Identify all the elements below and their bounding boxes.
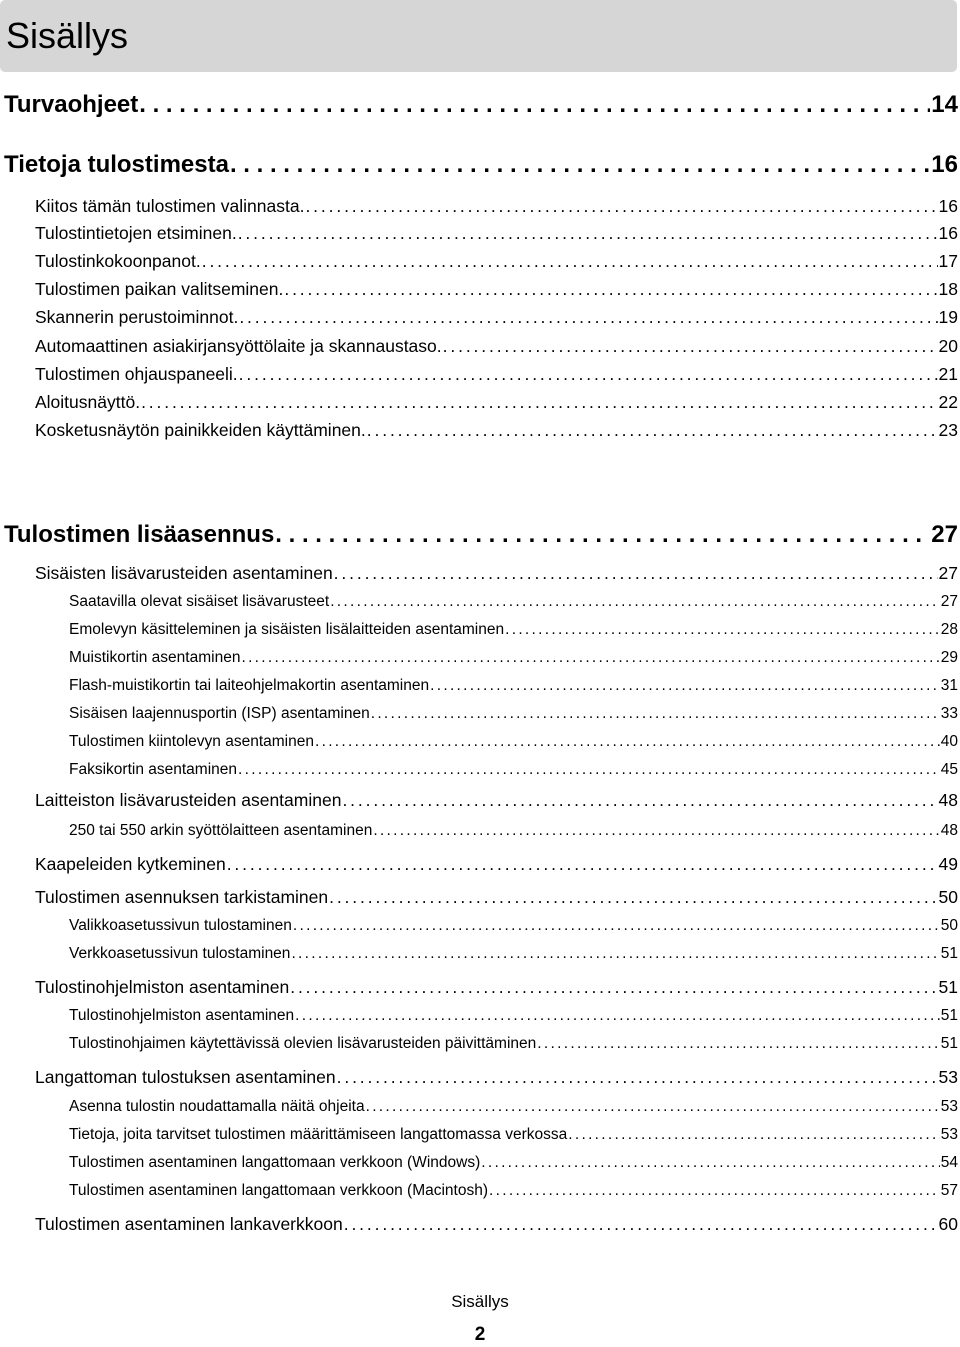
toc-entry-page-number: 28: [940, 621, 958, 638]
toc-entry-label: Kaapeleiden kytkeminen: [35, 854, 226, 874]
toc-dot-leader: [290, 975, 937, 999]
toc-entry-label: Tulostinkokoonpanot.: [35, 251, 201, 271]
toc-section[interactable]: [35, 390, 958, 414]
toc-entry-page-number: 27: [931, 521, 958, 548]
toc-entry-label: Faksikortin asentaminen: [69, 761, 237, 778]
toc-section[interactable]: [35, 975, 958, 999]
toc-entry-label: Asenna tulostin noudattamalla näitä ohjeita: [69, 1098, 365, 1115]
toc-entry-label: Tulostimen asennuksen tarkistaminen: [35, 887, 329, 907]
toc-entry-label: Aloitusnäyttö.: [35, 392, 141, 412]
toc-entry-label: Emolevyn käsitteleminen ja sisäisten lisälaitteiden asentaminen: [69, 621, 505, 638]
toc-section[interactable]: [35, 194, 958, 218]
footer-page-number: 2: [474, 1324, 486, 1345]
toc-section[interactable]: [35, 561, 958, 585]
toc-subsection[interactable]: [69, 820, 958, 842]
toc-dot-leader: [481, 1152, 940, 1174]
toc-entry-label: Muistikortin asentaminen: [69, 649, 241, 666]
toc-dot-leader: [505, 619, 940, 641]
toc-dot-leader: [141, 390, 937, 414]
toc-subsection[interactable]: [69, 731, 958, 753]
toc-entry-page-number: 18: [938, 279, 958, 299]
toc-dot-leader: [315, 731, 940, 753]
toc-entry-page-number: 27: [938, 563, 958, 583]
toc-subsection[interactable]: [69, 675, 958, 697]
toc-dot-leader: [230, 150, 930, 180]
toc-dot-leader: [330, 591, 940, 613]
toc-subsection[interactable]: [69, 1005, 958, 1027]
toc-dot-leader: [275, 520, 930, 550]
toc-dot-leader: [295, 1005, 940, 1027]
page-title: Sisällys: [6, 15, 129, 56]
toc-entry-page-number: 48: [940, 822, 958, 839]
toc-entry-label: Automaattinen asiakirjansyöttölaite ja skannaustaso.: [35, 336, 442, 356]
toc-entry-label: Tulostimen ohjauspaneeli.: [35, 364, 238, 384]
toc-entry-page-number: 51: [940, 945, 958, 962]
toc-entry-page-number: 50: [940, 917, 958, 934]
toc-entry-label: Saatavilla olevat sisäiset lisävarusteet: [69, 593, 330, 610]
toc-entry-page-number: 19: [938, 307, 958, 327]
toc-entry-label: Laitteiston lisävarusteiden asentaminen: [35, 790, 342, 810]
toc-section[interactable]: [35, 1065, 958, 1089]
toc-entry-label: Kosketusnäytön painikkeiden käyttäminen.: [35, 420, 366, 440]
toc-entry-page-number: 51: [938, 977, 958, 997]
toc-entry-page-number: 16: [938, 196, 958, 216]
toc-dot-leader: [537, 1033, 939, 1055]
toc-section[interactable]: [35, 305, 958, 329]
footer-section-label: Sisällys: [451, 1292, 509, 1311]
toc-dot-leader: [337, 1065, 938, 1089]
toc-entry-page-number: 16: [931, 151, 958, 178]
toc-entry-label: Tulostimen lisäasennus: [4, 521, 275, 548]
toc-entry-label: Verkkoasetussivun tulostaminen: [69, 945, 291, 962]
toc-entry-page-number: 14: [931, 91, 958, 118]
toc-chapter[interactable]: [4, 150, 958, 180]
toc-entry-page-number: 17: [938, 251, 958, 271]
toc-subsection[interactable]: [69, 759, 958, 781]
toc-subsection[interactable]: [69, 647, 958, 669]
toc-entry-page-number: 40: [940, 733, 958, 750]
toc-entry-page-number: 20: [938, 336, 958, 356]
toc-entry-page-number: 51: [940, 1007, 958, 1024]
toc-entry-label: Sisäisen laajennusportin (ISP) asentaminen: [69, 705, 370, 722]
toc-dot-leader: [238, 759, 940, 781]
toc-dot-leader: [291, 943, 939, 965]
toc-section[interactable]: [35, 249, 958, 273]
toc-dot-leader: [305, 194, 937, 218]
toc-dot-leader: [284, 277, 937, 301]
toc-entry-label: Tulostimen asentaminen langattomaan verkkoon (Windows): [69, 1154, 481, 1171]
toc-dot-leader: [139, 90, 930, 120]
toc-dot-leader: [568, 1124, 940, 1146]
toc-entry-label: Tulostinohjelmiston asentaminen: [35, 977, 290, 997]
toc-chapter[interactable]: [4, 520, 958, 550]
toc-subsection[interactable]: [69, 703, 958, 725]
toc-section[interactable]: [35, 885, 958, 909]
toc-subsection[interactable]: [69, 1033, 958, 1055]
toc-entry-page-number: 31: [940, 677, 958, 694]
toc-entry-page-number: 60: [938, 1214, 958, 1234]
toc-entry-label: Tulostimen paikan valitseminen.: [35, 279, 284, 299]
toc-entry-page-number: 53: [938, 1067, 958, 1087]
toc-entry-label: Skannerin perustoiminnot.: [35, 307, 239, 327]
toc-section[interactable]: [35, 788, 958, 812]
toc-dot-leader: [238, 221, 938, 245]
toc-dot-leader: [329, 885, 937, 909]
toc-dot-leader: [293, 915, 940, 937]
toc-section[interactable]: [35, 362, 958, 386]
toc-entry-label: Tulostimen asentaminen langattomaan verkkoon (Macintosh): [69, 1182, 488, 1199]
toc-dot-leader: [241, 647, 939, 669]
toc-entry-page-number: 50: [938, 887, 958, 907]
toc-dot-leader: [489, 1180, 940, 1202]
toc-entry-page-number: 48: [938, 790, 958, 810]
toc-dot-leader: [366, 1096, 940, 1118]
toc-section[interactable]: [35, 277, 958, 301]
toc-dot-leader: [342, 788, 937, 812]
toc-entry-page-number: 54: [940, 1154, 958, 1171]
toc-dot-leader: [373, 820, 939, 842]
toc-entry-page-number: 16: [938, 223, 958, 243]
toc-dot-leader: [239, 305, 937, 329]
toc-dot-leader: [202, 249, 938, 273]
toc-dot-leader: [334, 561, 938, 585]
toc-entry-label: Tulostintietojen etsiminen.: [35, 223, 237, 243]
toc-entry-label: Tulostinohjaimen käytettävissä olevien lisävarusteiden päivittäminen: [69, 1035, 537, 1052]
toc-entry-label: Valikkoasetussivun tulostaminen: [69, 917, 292, 934]
toc-entry-label: Tulostimen kiintolevyn asentaminen: [69, 733, 314, 750]
toc-dot-leader: [430, 675, 940, 697]
toc-entry-label: Tulostimen asentaminen lankaverkkoon: [35, 1214, 343, 1234]
toc-entry-page-number: 21: [938, 364, 958, 384]
title-bar: [0, 0, 957, 72]
toc-entry-label: Tietoja tulostimesta: [4, 151, 229, 178]
toc-entry-label: Turvaohjeet: [4, 91, 139, 118]
toc-section[interactable]: [35, 418, 958, 442]
toc-entry-page-number: 22: [938, 392, 958, 412]
toc-entry-page-number: 57: [940, 1182, 958, 1199]
toc-entry-page-number: 27: [940, 593, 958, 610]
toc-subsection[interactable]: [69, 591, 958, 613]
toc-dot-leader: [344, 1212, 938, 1236]
toc-entry-label: Flash-muistikortin tai laiteohjelmakortin asentaminen: [69, 677, 430, 694]
toc-dot-leader: [367, 418, 938, 442]
toc-entry-page-number: 51: [940, 1035, 958, 1052]
toc-entry-label: Sisäisten lisävarusteiden asentaminen: [35, 563, 333, 583]
toc-subsection[interactable]: [69, 1180, 958, 1202]
toc-subsection[interactable]: [69, 943, 958, 965]
toc-section[interactable]: [35, 1212, 958, 1236]
toc-dot-leader: [371, 703, 940, 725]
toc-dot-leader: [443, 334, 938, 358]
toc-entry-page-number: 53: [940, 1098, 958, 1115]
toc-section[interactable]: [35, 852, 958, 876]
toc-entry-page-number: 33: [940, 705, 958, 722]
toc-entry-label: Kiitos tämän tulostimen valinnasta.: [35, 196, 305, 216]
toc-dot-leader: [227, 852, 938, 876]
toc-entry-page-number: 23: [938, 420, 958, 440]
toc-section[interactable]: [35, 334, 958, 358]
toc-entry-page-number: 53: [940, 1126, 958, 1143]
toc-dot-leader: [239, 362, 938, 386]
toc-entry-label: Tulostinohjelmiston asentaminen: [69, 1007, 295, 1024]
toc-entry-label: 250 tai 550 arkin syöttölaitteen asentaminen: [69, 822, 373, 839]
toc-subsection[interactable]: [69, 915, 958, 937]
toc-subsection[interactable]: [69, 1152, 958, 1174]
toc-entry-page-number: 45: [940, 761, 958, 778]
toc-subsection[interactable]: [69, 1096, 958, 1118]
toc-chapter[interactable]: [4, 90, 958, 120]
toc-entry-label: Tietoja, joita tarvitset tulostimen määrittämiseen langattomassa verkossa: [69, 1126, 568, 1143]
toc-entry-page-number: 49: [938, 854, 958, 874]
toc-subsection[interactable]: [69, 1124, 958, 1146]
toc-section[interactable]: [35, 221, 958, 245]
toc-entry-label: Langattoman tulostuksen asentaminen: [35, 1067, 336, 1087]
toc-subsection[interactable]: [69, 619, 958, 641]
toc-entry-page-number: 29: [940, 649, 958, 666]
